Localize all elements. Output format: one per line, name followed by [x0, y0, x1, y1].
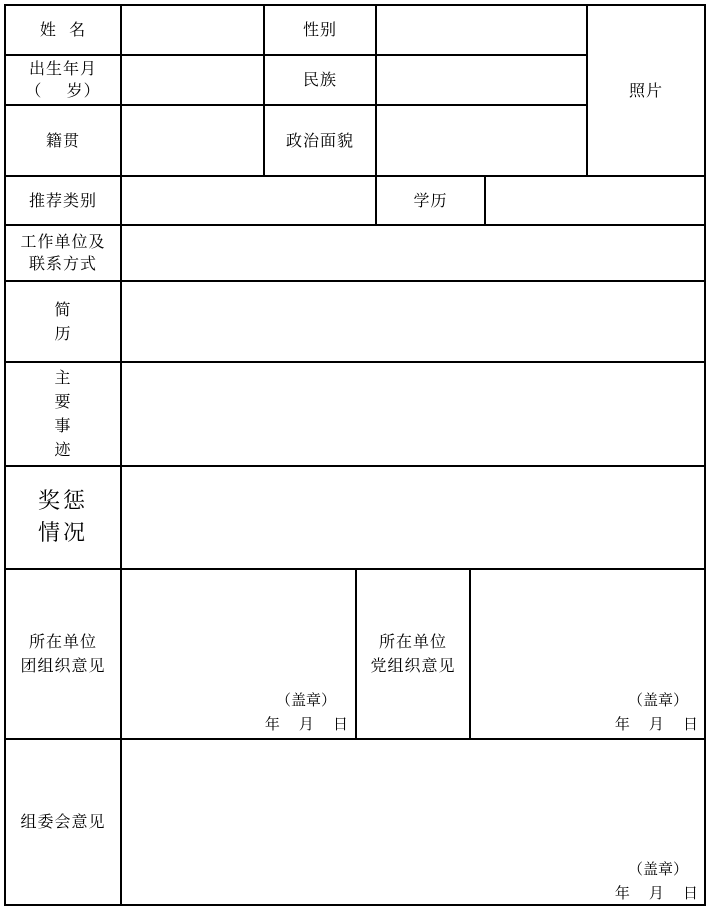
seal-text: （盖章） [627, 860, 688, 878]
seal-text: （盖章） [627, 691, 688, 709]
resume-field[interactable] [122, 282, 704, 361]
resume-label: 简 历 [54, 299, 72, 343]
ethnicity-field[interactable] [377, 56, 586, 104]
birth-label: 出生年月 （ 岁） [25, 59, 101, 100]
gender-field[interactable] [377, 6, 586, 54]
league-seal-block [200, 688, 348, 736]
birth-field[interactable] [122, 56, 263, 104]
border-line [704, 4, 706, 906]
work-unit-label: 工作单位及 联系方式 [20, 232, 106, 273]
party-seal-block [552, 688, 698, 736]
gender-label: 性别 [302, 20, 337, 39]
education-field[interactable] [486, 177, 704, 224]
date-text: 年 月 日 [614, 715, 698, 733]
party-opinion-label: 所在单位 党组织意见 [370, 632, 456, 675]
league-opinion-label: 所在单位 团组织意见 [20, 632, 106, 675]
rewards-label: 奖惩 情况 [37, 488, 88, 546]
name-field[interactable] [122, 6, 263, 54]
category-label: 推荐类别 [28, 190, 97, 210]
date-text: 年 月 日 [264, 715, 348, 733]
category-field[interactable] [122, 177, 375, 224]
deeds-label: 主 要 事 迹 [54, 368, 72, 459]
name-label: 姓 名 [39, 20, 87, 39]
political-status-label: 政治面貌 [285, 130, 354, 150]
education-label: 学历 [413, 190, 448, 210]
seal-text: （盖章） [275, 691, 336, 709]
date-text: 年 月 日 [614, 884, 698, 902]
ethnicity-label: 民族 [302, 70, 337, 89]
committee-seal-block [552, 857, 698, 905]
native-place-label: 籍贯 [45, 130, 80, 150]
committee-opinion-label: 组委会意见 [20, 812, 106, 831]
native-place-field[interactable] [122, 106, 263, 175]
deeds-field[interactable] [122, 363, 704, 465]
work-unit-field[interactable] [122, 226, 704, 280]
photo-area[interactable] [588, 6, 704, 175]
political-status-field[interactable] [377, 106, 586, 175]
rewards-field[interactable] [122, 467, 704, 568]
photo-label: 照片 [628, 80, 663, 100]
